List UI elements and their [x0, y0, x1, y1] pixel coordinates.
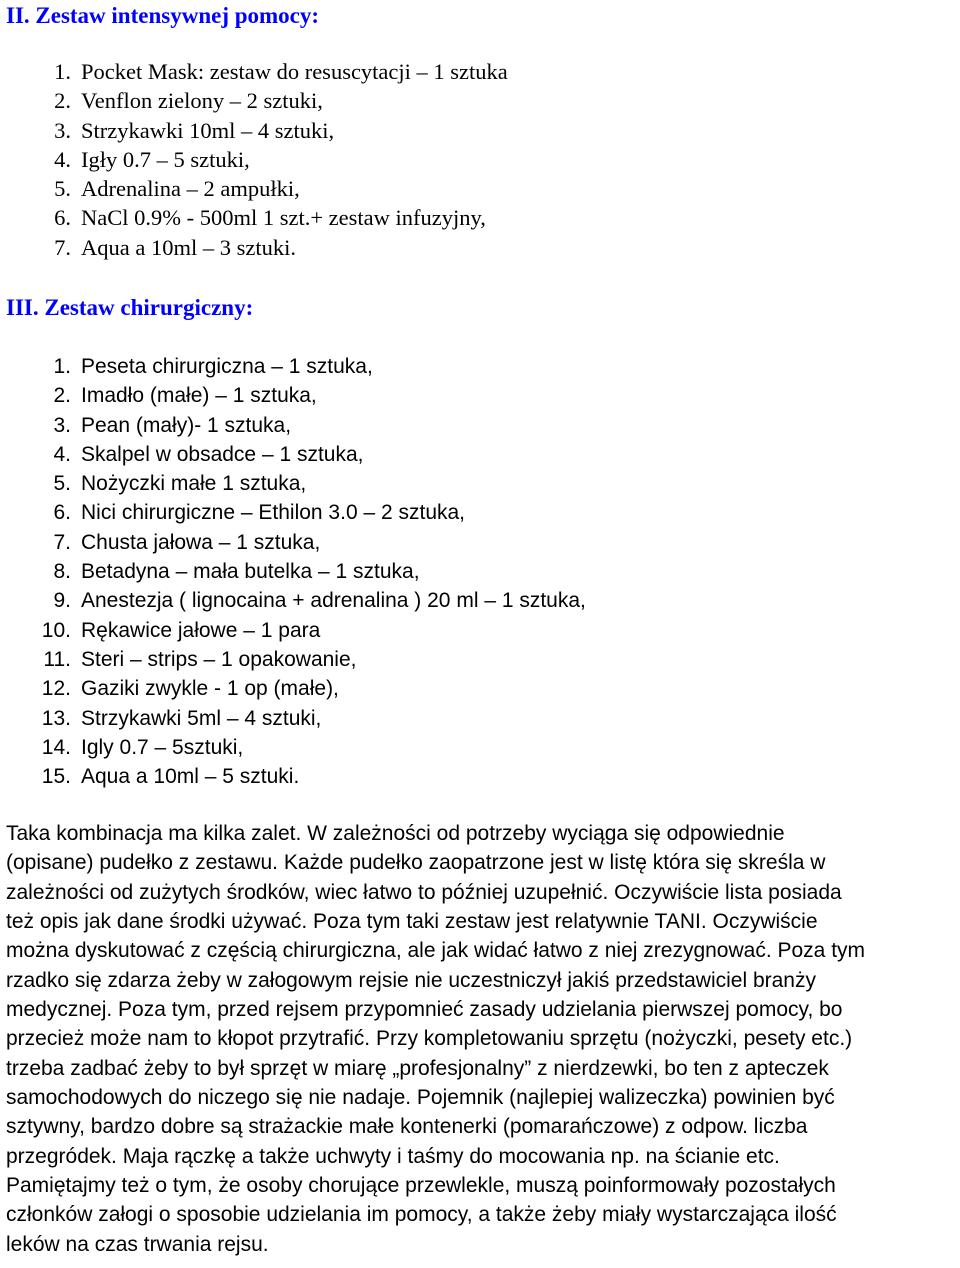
list-item-number: 1. [53, 355, 71, 378]
paragraph-line: też opis jak dane środki używać. Poza tym taki zestaw jest relatywnie TANI. Oczywiście [6, 910, 818, 934]
list-item-number: 4. [53, 442, 71, 466]
list-item-number: 7. [54, 234, 71, 260]
list-item-text: Aqua a 10ml – 3 sztuki. [81, 234, 296, 260]
list-item-number: 14. [41, 735, 71, 759]
list-item-text: Strzykawki 5ml – 4 sztuki, [81, 706, 322, 730]
paragraph-line: Pamiętajmy też o tym, że osoby chorujące przewlekle, muszą poinformowały pozostałych [6, 1174, 836, 1198]
list-item-number: 3. [54, 117, 71, 143]
list-item-text: Pocket Mask: zestaw do resuscytacji – 1 sztuka [81, 59, 508, 84]
list-item-number: 8. [53, 560, 71, 584]
paragraph-line: można dyskutować z częścią chirurgiczna, ale jak widać łatwo z niej zrezygnować. Poza tym [6, 939, 866, 963]
list-item-number: 9. [53, 589, 71, 613]
list-item-number: 1. [54, 59, 71, 84]
list-item-text: Strzykawki 10ml – 4 sztuki, [81, 117, 335, 143]
list-item-number: 5. [54, 176, 71, 202]
paragraph-line: członków załogi o sposobie udzielania im pomocy, a także żeby miały wystarczająca ilość [6, 1203, 837, 1227]
list-item-text: Nici chirurgiczne – Ethilon 3.0 – 2 sztuka, [81, 501, 466, 525]
paragraph-line: (opisane) pudełko z zestawu. Każde pudełko zaopatrzone jest w listę która się skreśla w [6, 851, 826, 875]
list-item-number: 4. [54, 146, 71, 172]
list-item-text: Imadło (małe) – 1 sztuka, [81, 384, 317, 408]
paragraph-line: leków na czas trwania rejsu. [6, 1232, 269, 1256]
list-item-number: 2. [53, 384, 71, 408]
list-item-text: Skalpel w obsadce – 1 sztuka, [81, 442, 364, 466]
list-item-text: Peseta chirurgiczna – 1 sztuka, [81, 355, 373, 378]
list-item-number: 6. [53, 501, 71, 525]
list-item-number: 5. [53, 472, 71, 496]
list-item-text: Chusta jałowa – 1 sztuka, [81, 530, 321, 554]
list-item-number: 15. [41, 765, 71, 789]
paragraph-line: Taka kombinacja ma kilka zalet. W zależności od potrzeby wyciąga się odpowiednie [6, 822, 785, 845]
list-item-text: Betadyna – mała butelka – 1 sztuka, [81, 560, 420, 584]
paragraph-line: zależności od zużytych środków, wiec łatwo to później uzupełnić. Oczywiście lista posiada [6, 880, 842, 904]
section-heading-intensive-care: II. Zestaw intensywnej pomocy: [6, 3, 320, 28]
list-item-text: Nożyczki małe 1 sztuka, [81, 472, 307, 496]
paragraph-line: sztywny, bardzo dobre są strażackie małe kontenerki (pomarańczowe) z odpow. liczba [6, 1115, 808, 1139]
list-item-number: 2. [54, 88, 71, 114]
paragraph-line: rzadko się zdarza żeby w załogowym rejsie nie uczestniczył jakiś przedstawiciel branży [6, 968, 816, 992]
list-item-number: 10. [41, 618, 71, 642]
list-item-text: Gaziki zwykle - 1 op (małe), [81, 677, 339, 701]
list-item-text: Adrenalina – 2 ampułki, [81, 176, 300, 202]
list-item-text: NaCl 0.9% - 500ml 1 szt.+ zestaw infuzyjny, [81, 205, 486, 231]
list-item-text: Venflon zielony – 2 sztuki, [81, 88, 323, 114]
list-item-number: 12. [41, 677, 71, 701]
list-item-text: Rękawice jałowe – 1 para [81, 618, 321, 642]
list-item-number: 7. [53, 530, 71, 554]
list-item-text: Pean (mały)- 1 sztuka, [81, 413, 292, 437]
list-item-text: Igły 0.7 – 5 sztuki, [81, 146, 250, 172]
list-item-text: Igly 0.7 – 5sztuki, [81, 735, 244, 759]
paragraph-line: medycznej. Poza tym, przed rejsem przypomnieć zasady udzielania pierwszej pomocy, bo [6, 998, 843, 1022]
list-item-text: Anestezja ( lignocaina + adrenalina ) 20 ml – 1 sztuka, [81, 589, 586, 613]
list-item-number: 13. [41, 706, 71, 730]
summary-paragraph [6, 819, 956, 1259]
list-item-number: 6. [54, 205, 71, 231]
paragraph-line: przegródek. Maja rączkę a także uchwyty i taśmy do mocowania np. na ścianie etc. [6, 1144, 780, 1168]
list-item-text: Steri – strips – 1 opakowanie, [81, 647, 357, 671]
list-item-text: Aqua a 10ml – 5 sztuki. [81, 765, 300, 789]
paragraph-line: samochodowych do niczego się nie nadaje. Pojemnik (najlepiej walizeczka) powinien być [6, 1086, 835, 1110]
list-item-number: 11. [43, 647, 71, 671]
list-item-number: 3. [53, 413, 71, 437]
section-heading-surgical: III. Zestaw chirurgiczny: [6, 295, 254, 320]
paragraph-line: przecież może nam to kłopot przytrafić. Przy kompletowaniu sprzętu (nożyczki, pesety etc.) [6, 1027, 853, 1051]
paragraph-line: trzeba zadbać żeby to był sprzęt w miarę „profesjonalny” z nierdzewki, bo ten z apteczek [6, 1056, 829, 1080]
